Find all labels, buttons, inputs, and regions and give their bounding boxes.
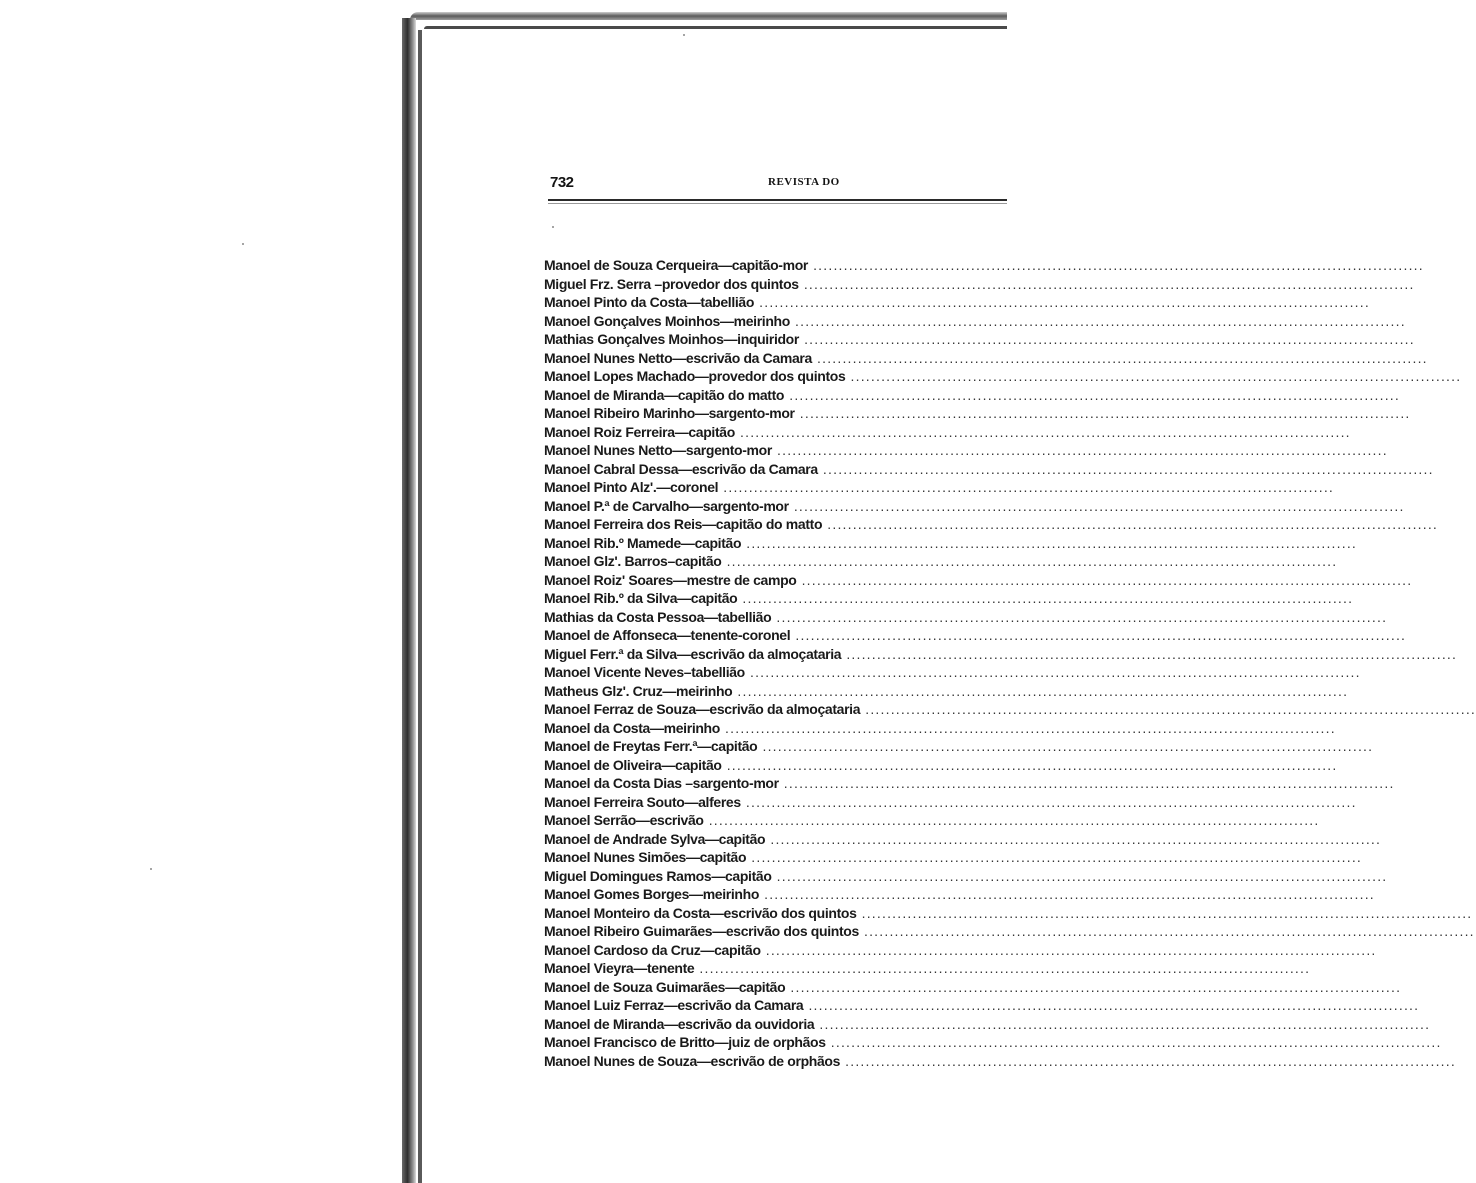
entry-text: Manoel Pinto da Costa—tabellião <box>544 294 755 310</box>
dot-leader: ........................................................................................................................ <box>778 775 1395 791</box>
dot-leader: ........................................................................................................................ <box>740 793 1357 810</box>
entry-line <box>544 460 1434 479</box>
page-spine-edge <box>402 18 416 1183</box>
entry-text: Manoel Nunes Netto—sargento-mor <box>544 442 772 458</box>
entry-text: Manoel da Costa Dias –sargento-mor <box>544 775 779 791</box>
entry-text: Manoel de Miranda—capitão do matto <box>544 386 785 403</box>
dot-leader: ........................................................................................................................ <box>721 553 1338 569</box>
entry-text: Manoel de Andrade Sylva—capitão <box>544 830 766 847</box>
entry-line <box>544 1015 1431 1034</box>
entry-text: Manoel Vieyra—tenente <box>544 960 695 976</box>
dot-leader: ........................................................................................................................ <box>856 904 1473 921</box>
dot-leader: ........................................................................................................................ <box>759 886 1375 902</box>
dot-leader: ........................................................................................................................ <box>788 497 1405 514</box>
entry-text: Miguel Domingues Ramos—capitão <box>544 867 772 884</box>
entry-line <box>544 830 1382 849</box>
entry-line <box>544 959 1311 978</box>
entry-text: Mathias Gonçalves Moinhos—inquiridor <box>544 331 799 347</box>
entry-text: Manoel P.ª de Carvalho—sargento-mor <box>544 497 789 514</box>
dot-leader: ........................................................................................................................ <box>765 830 1382 847</box>
dot-leader: ........................................................................................................................ <box>784 386 1400 403</box>
dot-leader: ........................................................................................................................ <box>746 849 1363 865</box>
entry-text: Manoel Cardoso da Cruz—capitão <box>544 941 761 958</box>
entry-text: Manoel Lopes Machado—provedor dos quintos <box>544 368 846 384</box>
entry-line <box>544 515 1439 534</box>
entry-line <box>544 978 1402 997</box>
dot-leader: ........................................................................................................................ <box>744 664 1361 680</box>
entry-line <box>544 1033 1442 1052</box>
dot-leader: ........................................................................................................................ <box>799 331 1415 347</box>
entry-line <box>544 423 1351 442</box>
entry-text: Manoel de Freytas Ferr.ª—capitão <box>544 738 758 754</box>
page-header <box>550 174 1007 194</box>
dot-leader: ........................................................................................................................ <box>721 756 1338 773</box>
dot-leader: ........................................................................................................................ <box>737 590 1354 606</box>
entry-line <box>544 682 1349 701</box>
entry-line <box>544 256 1424 275</box>
dot-leader: ........................................................................................................................ <box>718 479 1335 495</box>
entry-text: Manoel de Souza Guimarães—capitão <box>544 978 786 995</box>
header-rule-thin <box>548 203 1007 204</box>
entry-text: Manoel de Souza Cerqueira—capitão-mor <box>544 257 808 273</box>
dot-leader: ........................................................................................................................ <box>789 312 1406 329</box>
dot-leader: ........................................................................................................................ <box>785 978 1402 995</box>
dot-leader: ........................................................................................................................ <box>798 275 1415 292</box>
entry-line <box>544 441 1388 460</box>
entry-text: Manoel Rib.º da Silva—capitão <box>544 590 738 606</box>
dot-leader: ........................................................................................................................ <box>814 1015 1431 1032</box>
dot-leader: ........................................................................................................................ <box>841 645 1458 662</box>
dot-leader: ........................................................................................................................ <box>771 867 1388 884</box>
entry-line <box>544 349 1428 368</box>
entry-line <box>544 700 1476 719</box>
entry-text: Manoel Cabral Dessa—escrivão da Camara <box>544 460 818 477</box>
dot-leader: ........................................................................................................................ <box>703 812 1320 828</box>
entry-line <box>544 793 1357 812</box>
entry-text: Manoel Rib.º Mamede—capitão <box>544 534 742 551</box>
entry-line <box>544 885 1375 904</box>
dot-leader: ........................................................................................................................ <box>811 349 1428 366</box>
entry-text: Manoel Francisco de Britto—juiz de orphãos <box>544 1034 826 1050</box>
entry-line <box>544 330 1415 349</box>
entry-text: Manoel Roiz Ferreira—capitão <box>544 423 735 440</box>
entry-text: Manoel Nunes de Souza—escrivão de orphãos <box>544 1052 841 1069</box>
entry-text: Manoel Glz'. Barros–capitão <box>544 553 722 569</box>
entry-text: Manoel Serrão—escrivão <box>544 812 704 828</box>
entry-line <box>544 774 1395 793</box>
page-spine-edge-inner <box>418 30 422 1183</box>
entry-text: Manoel Gomes Borges—meirinho <box>544 886 760 902</box>
entry-line <box>544 552 1338 571</box>
dot-leader: ........................................................................................................................ <box>803 997 1420 1013</box>
entry-line <box>544 534 1358 553</box>
scan-speck <box>242 243 244 245</box>
dot-leader: ........................................................................................................................ <box>808 257 1424 273</box>
entry-line <box>544 571 1413 590</box>
entry-line <box>544 367 1462 386</box>
entry-text: Manoel Nunes Netto—escrivão da Camara <box>544 349 812 366</box>
header-rule <box>548 199 1007 201</box>
dot-leader: ........................................................................................................................ <box>760 941 1377 958</box>
entry-text: Manoel de Oliveira—capitão <box>544 756 722 773</box>
entry-line <box>544 904 1473 923</box>
entry-text: Manoel Ferraz de Souza—escrivão da almoçataria <box>544 701 861 717</box>
entry-line <box>544 312 1406 331</box>
entry-list <box>544 256 1476 1070</box>
entry-text: Miguel Ferr.ª da Silva—escrivão da almoçataria <box>544 645 842 662</box>
dot-leader: ........................................................................................................................ <box>790 627 1407 643</box>
entry-text: Manoel de Affonseca—tenente-coronel <box>544 627 791 643</box>
dot-leader: ........................................................................................................................ <box>734 423 1351 440</box>
scan-speck <box>552 226 554 228</box>
entry-line <box>544 293 1370 312</box>
entry-text: Manoel Ribeiro Marinho—sargento-mor <box>544 405 795 421</box>
entry-line <box>544 996 1420 1015</box>
entry-text: Manoel Pinto Alz'.—coronel <box>544 479 719 495</box>
dot-leader: ........................................................................................................................ <box>822 516 1439 532</box>
entry-line <box>544 719 1336 738</box>
dot-leader: ........................................................................................................................ <box>858 923 1475 939</box>
entry-text: Manoel Luiz Ferraz—escrivão da Camara <box>544 997 804 1013</box>
entry-text: Manoel Nunes Simões—capitão <box>544 849 747 865</box>
dot-leader: ........................................................................................................................ <box>845 368 1462 384</box>
dot-leader: ........................................................................................................................ <box>741 534 1358 551</box>
entry-line <box>544 404 1411 423</box>
entry-line <box>544 386 1400 405</box>
dot-leader: ........................................................................................................................ <box>840 1052 1456 1069</box>
entry-text: Manoel Gonçalves Moinhos—meirinho <box>544 312 790 329</box>
entry-line <box>544 867 1388 886</box>
dot-leader: ........................................................................................................................ <box>825 1034 1442 1050</box>
entry-text: Manoel Roiz' Soares—mestre de campo <box>544 571 797 588</box>
entry-line <box>544 589 1354 608</box>
entry-text: Manoel Monteiro da Costa—escrivão dos quintos <box>544 904 857 921</box>
entry-line <box>544 626 1407 645</box>
dot-leader: ........................................................................................................................ <box>796 571 1413 588</box>
dot-leader: ........................................................................................................................ <box>757 738 1374 754</box>
entry-text: Manoel Vicente Neves–tabellião <box>544 664 745 680</box>
entry-line <box>544 478 1335 497</box>
entry-line <box>544 608 1388 627</box>
dot-leader: ........................................................................................................................ <box>732 682 1349 699</box>
entry-line <box>544 663 1361 682</box>
page-number: 732 <box>550 174 574 191</box>
page-top-edge-inner <box>424 26 1007 29</box>
entry-line <box>544 811 1320 830</box>
entry-text: Manoel de Miranda—escrivão da ouvidoria <box>544 1015 815 1032</box>
scan-speck <box>683 34 685 36</box>
dot-leader: ........................................................................................................................ <box>754 294 1370 310</box>
entry-text: Manoel Ribeiro Guimarães—escrivão dos quintos <box>544 923 859 939</box>
entry-line <box>544 756 1338 775</box>
entry-line <box>544 848 1363 867</box>
dot-leader: ........................................................................................................................ <box>771 442 1388 458</box>
dot-leader: ........................................................................................................................ <box>771 608 1388 625</box>
entry-text: Matheus Glz'. Cruz—meirinho <box>544 682 733 699</box>
entry-line <box>544 497 1405 516</box>
entry-text: Miguel Frz. Serra –provedor dos quintos <box>544 275 799 292</box>
dot-leader: ........................................................................................................................ <box>817 460 1434 477</box>
dot-leader: ........................................................................................................................ <box>719 719 1336 736</box>
running-head: REVISTA DO <box>768 176 840 188</box>
entry-line <box>544 645 1458 664</box>
scan-speck <box>150 868 152 870</box>
entry-line <box>544 737 1374 756</box>
entry-line <box>544 922 1475 941</box>
entry-line <box>544 275 1415 294</box>
entry-line <box>544 941 1377 960</box>
entry-text: Manoel Ferreira Souto—alferes <box>544 793 741 810</box>
entry-line <box>544 1052 1456 1071</box>
dot-leader: ........................................................................................................................ <box>694 960 1311 976</box>
dot-leader: ........................................................................................................................ <box>860 701 1476 717</box>
dot-leader: ........................................................................................................................ <box>794 405 1411 421</box>
entry-text: Manoel da Costa—meirinho <box>544 719 720 736</box>
entry-text: Mathias da Costa Pessoa—tabellião <box>544 608 772 625</box>
entry-text: Manoel Ferreira dos Reis—capitão do matto <box>544 516 823 532</box>
page-top-edge <box>410 12 1007 20</box>
